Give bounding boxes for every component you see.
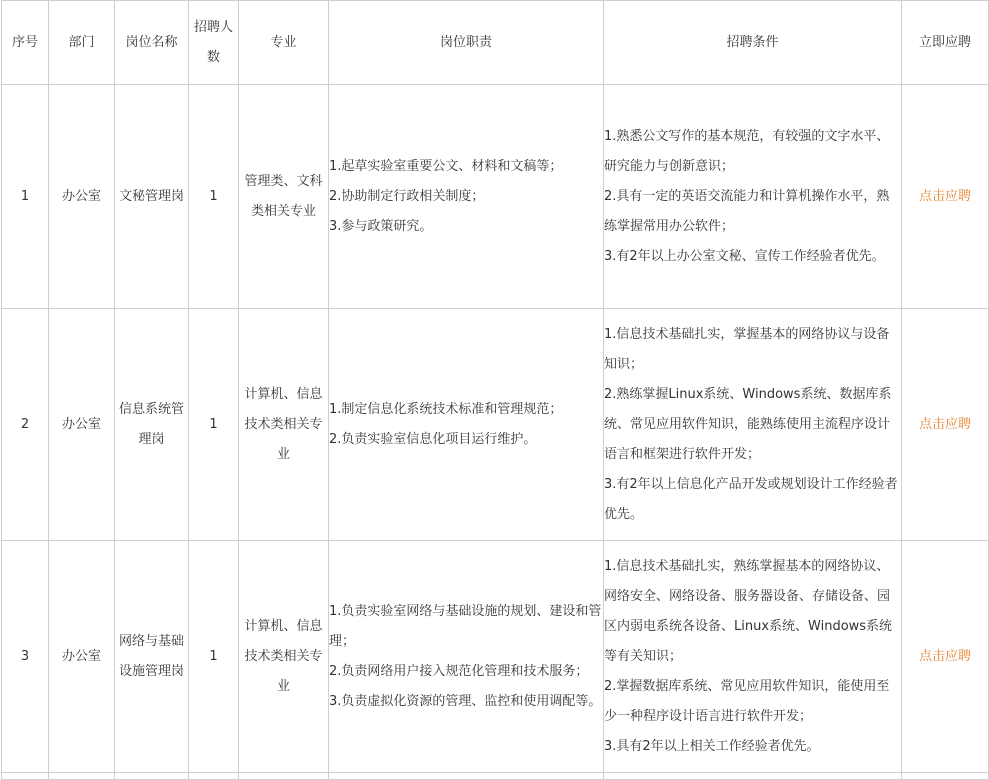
table-row bbox=[2, 541, 989, 773]
cell-major: 管理类、文科类相关专业 bbox=[239, 85, 329, 309]
cell-dept: 办公室 bbox=[49, 309, 115, 541]
cell-seq: 2 bbox=[2, 309, 49, 541]
table-header-row bbox=[2, 1, 989, 85]
cell-position: 文秘管理岗 bbox=[115, 85, 189, 309]
cell-empty bbox=[115, 773, 189, 780]
duty-item: 1.制定信息化系统技术标准和管理规范； bbox=[329, 401, 563, 417]
cell-count: 1 bbox=[189, 85, 239, 309]
cell-count: 1 bbox=[189, 309, 239, 541]
duty-item: 1.起草实验室重要公文、材料和文稿等； bbox=[329, 158, 563, 174]
header-major: 专业 bbox=[239, 1, 329, 85]
header-apply: 立即应聘 bbox=[902, 1, 989, 85]
cell-dept: 办公室 bbox=[49, 85, 115, 309]
cell-count: 1 bbox=[189, 541, 239, 773]
cell-apply bbox=[902, 309, 989, 541]
apply-link[interactable]: 点击应聘 bbox=[918, 416, 971, 432]
duty-item: 3.负责虚拟化资源的管理、监控和使用调配等。 bbox=[329, 693, 602, 709]
cell-duties bbox=[329, 309, 604, 541]
requirement-item: 3.具有2年以上相关工作经验者优先。 bbox=[604, 738, 820, 754]
header-position: 岗位名称 bbox=[115, 1, 189, 85]
cell-duties bbox=[329, 541, 604, 773]
cell-empty bbox=[49, 773, 115, 780]
requirement-item: 1.信息技术基础扎实，掌握基本的网络协议与设备知识； bbox=[604, 326, 890, 372]
table-row bbox=[2, 85, 989, 309]
apply-link[interactable]: 点击应聘 bbox=[918, 648, 971, 664]
cell-major: 计算机、信息技术类相关专业 bbox=[239, 541, 329, 773]
cell-dept: 办公室 bbox=[49, 541, 115, 773]
cell-empty bbox=[329, 773, 604, 780]
cell-empty bbox=[239, 773, 329, 780]
cell-requirements bbox=[604, 309, 902, 541]
duty-item: 3.参与政策研究。 bbox=[329, 218, 433, 234]
duty-item: 2.负责实验室信息化项目运行维护。 bbox=[329, 431, 537, 447]
requirement-item: 1.信息技术基础扎实，熟练掌握基本的网络协议、网络安全、网络设备、服务器设备、存储设备、园区内弱电系统各设备、Linux系统、Windows系统等有关知识； bbox=[604, 558, 893, 664]
cell-duties bbox=[329, 85, 604, 309]
cell-apply bbox=[902, 85, 989, 309]
requirement-item: 3.有2年以上信息化产品开发或规划设计工作经验者优先。 bbox=[604, 476, 898, 522]
duty-item: 1.负责实验室网络与基础设施的规划、建设和管理； bbox=[329, 603, 602, 649]
requirement-item: 2.具有一定的英语交流能力和计算机操作水平，熟练掌握常用办公软件； bbox=[604, 188, 890, 234]
cell-empty bbox=[189, 773, 239, 780]
cell-empty bbox=[604, 773, 902, 780]
duty-item: 2.协助制定行政相关制度； bbox=[329, 188, 485, 204]
requirement-item: 2.熟练掌握Linux系统、Windows系统、数据库系统、常见应用软件知识，能熟练使用主流程序设计语言和框架进行软件开发； bbox=[604, 386, 892, 462]
table-row bbox=[2, 309, 989, 541]
requirement-item: 2.掌握数据库系统、常见应用软件知识，能使用至少一种程序设计语言进行软件开发； bbox=[604, 678, 890, 724]
apply-link[interactable]: 点击应聘 bbox=[918, 188, 971, 204]
header-dept: 部门 bbox=[49, 1, 115, 85]
cell-position: 网络与基础设施管理岗 bbox=[115, 541, 189, 773]
requirement-item: 3.有2年以上办公室文秘、宣传工作经验者优先。 bbox=[604, 248, 885, 264]
cell-position: 信息系统管理岗 bbox=[115, 309, 189, 541]
header-duties: 岗位职责 bbox=[329, 1, 604, 85]
cell-empty bbox=[902, 773, 989, 780]
table-row-partial bbox=[2, 773, 989, 780]
header-seq: 序号 bbox=[2, 1, 49, 85]
header-count: 招聘人数 bbox=[189, 1, 239, 85]
cell-apply bbox=[902, 541, 989, 773]
cell-empty bbox=[2, 773, 49, 780]
cell-major: 计算机、信息技术类相关专业 bbox=[239, 309, 329, 541]
job-table bbox=[1, 0, 989, 780]
cell-requirements bbox=[604, 541, 902, 773]
duty-item: 2.负责网络用户接入规范化管理和技术服务； bbox=[329, 663, 589, 679]
header-requirements: 招聘条件 bbox=[604, 1, 902, 85]
cell-requirements bbox=[604, 85, 902, 309]
cell-seq: 3 bbox=[2, 541, 49, 773]
cell-seq: 1 bbox=[2, 85, 49, 309]
requirement-item: 1.熟悉公文写作的基本规范，有较强的文字水平、研究能力与创新意识； bbox=[604, 128, 890, 174]
